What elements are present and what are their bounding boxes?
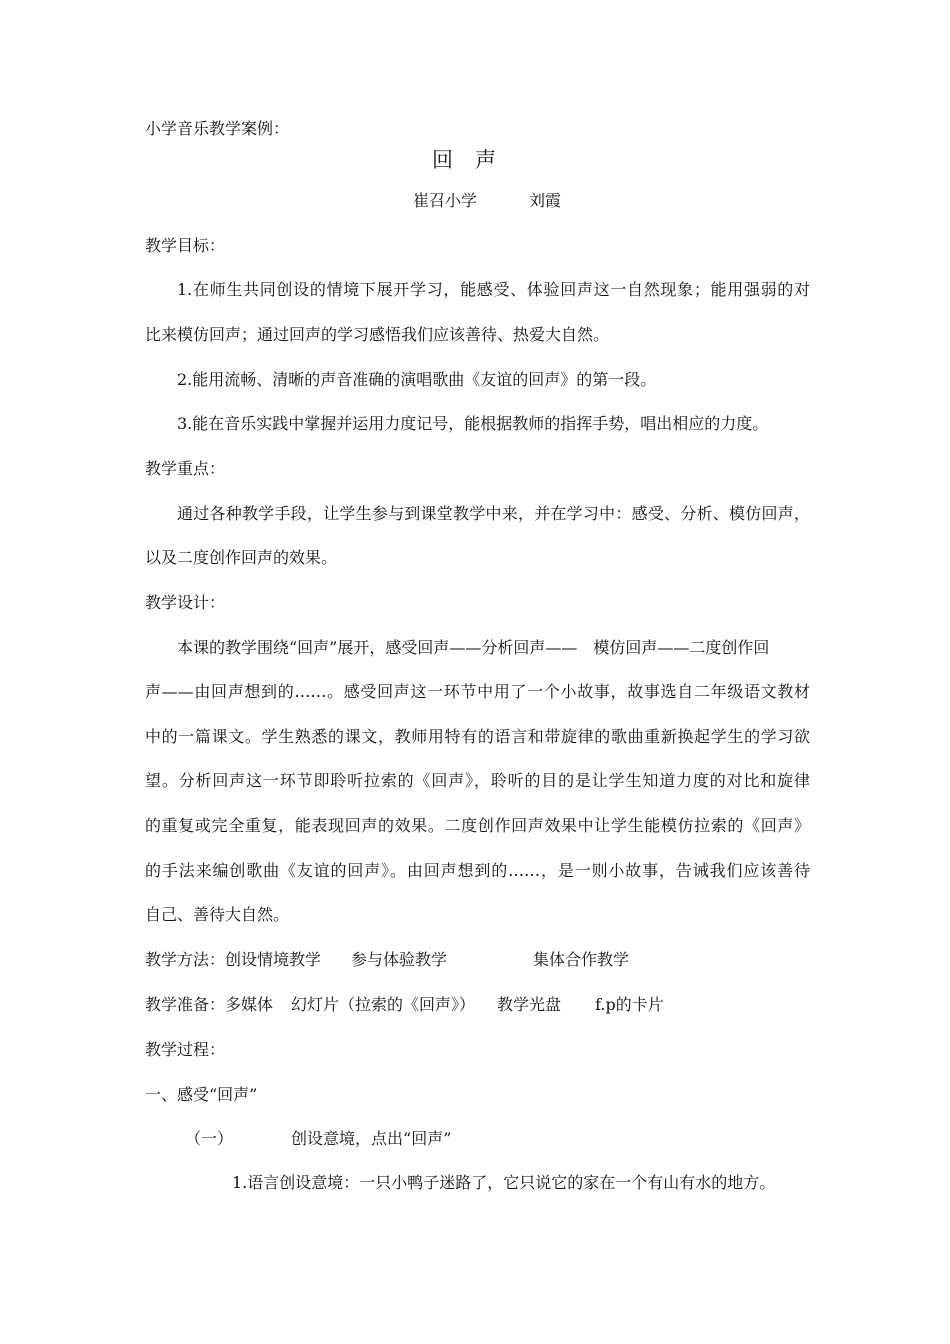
design-line-5: 的重复或完全重复，能表现回声的效果。二度创作回声效果中让学生能模仿拉索的《回声》 bbox=[145, 816, 810, 835]
document-title: 回声 bbox=[432, 148, 518, 172]
key-points-line-1: 通过各种教学手段，让学生参与到课堂教学中来，并在学习中：感受、分析、模仿回声， bbox=[177, 504, 810, 523]
process-heading: 教学过程： bbox=[145, 1040, 226, 1059]
preparation-line bbox=[145, 995, 810, 1015]
method-2: 参与体验教学 bbox=[351, 950, 448, 969]
design-line-2: 声——由回声想到的……。感受回声这一环节中用了一个小故事，故事选自二年级语文教材 bbox=[145, 682, 810, 701]
design-line-1 bbox=[177, 638, 810, 658]
objective-2: 2.能用流畅、清晰的声音准确的演唱歌曲《友谊的回声》的第一段。 bbox=[177, 370, 657, 389]
objective-3: 3.能在音乐实践中掌握并运用力度记号，能根据教师的指挥手势，唱出相应的力度。 bbox=[177, 414, 769, 433]
design-line-7: 自己、善待大自然。 bbox=[145, 905, 290, 924]
method-3: 集体合作教学 bbox=[533, 950, 630, 969]
design-line-1-part-a: 本课的教学围绕“回声”展开，感受回声——分析回声—— bbox=[177, 638, 578, 657]
section-1-heading: 一、感受“回声” bbox=[145, 1085, 258, 1104]
design-line-1-part-b: 模仿回声——二度创作回 bbox=[593, 638, 770, 657]
preparation-item-4: f.p的卡片 bbox=[595, 995, 664, 1014]
preparation-item-3: 教学光盘 bbox=[497, 995, 562, 1014]
objective-1-line-2: 比来模仿回声；通过回声的学习感悟我们应该善待、热爱大自然。 bbox=[145, 325, 610, 344]
school-name: 崔召小学 bbox=[413, 191, 478, 210]
design-line-6: 的手法来编创歌曲《友谊的回声》。由回声想到的……，是一则小故事，告诫我们应该善待 bbox=[145, 861, 810, 880]
key-points-line-2: 以及二度创作回声的效果。 bbox=[145, 548, 338, 567]
design-heading: 教学设计： bbox=[145, 593, 226, 612]
subsection-1-number: （一） bbox=[185, 1129, 234, 1148]
preparation-item-2: 幻灯片（拉索的《回声》） bbox=[291, 995, 476, 1014]
objective-1-line-1: 1.在师生共同创设的情境下展开学习，能感受、体验回声这一自然现象；能用强弱的对 bbox=[177, 280, 810, 299]
author-name: 刘霞 bbox=[529, 191, 562, 210]
methods-line bbox=[145, 950, 810, 970]
step-1: 1.语言创设意境：一只小鸭子迷路了，它只说它的家在一个有山有水的地方。 bbox=[232, 1173, 776, 1192]
method-1: 创设情境教学 bbox=[225, 950, 322, 969]
preparation-label: 教学准备： bbox=[145, 995, 226, 1014]
subsection-1-heading bbox=[185, 1129, 810, 1149]
byline bbox=[413, 191, 561, 211]
case-label: 小学音乐教学案例： bbox=[145, 119, 290, 138]
key-points-heading: 教学重点： bbox=[145, 459, 226, 478]
methods-label: 教学方法： bbox=[145, 950, 226, 969]
objectives-heading: 教学目标： bbox=[145, 236, 226, 255]
subsection-1-text: 创设意境，点出“回声” bbox=[291, 1129, 452, 1148]
preparation-item-1: 多媒体 bbox=[225, 995, 274, 1014]
design-line-4: 望。分析回声这一环节即聆听拉索的《回声》，聆听的目的是让学生知道力度的对比和旋律 bbox=[145, 771, 810, 790]
design-line-3: 中的一篇课文。学生熟悉的课文，教师用特有的语言和带旋律的歌曲重新换起学生的学习欲 bbox=[145, 727, 810, 746]
